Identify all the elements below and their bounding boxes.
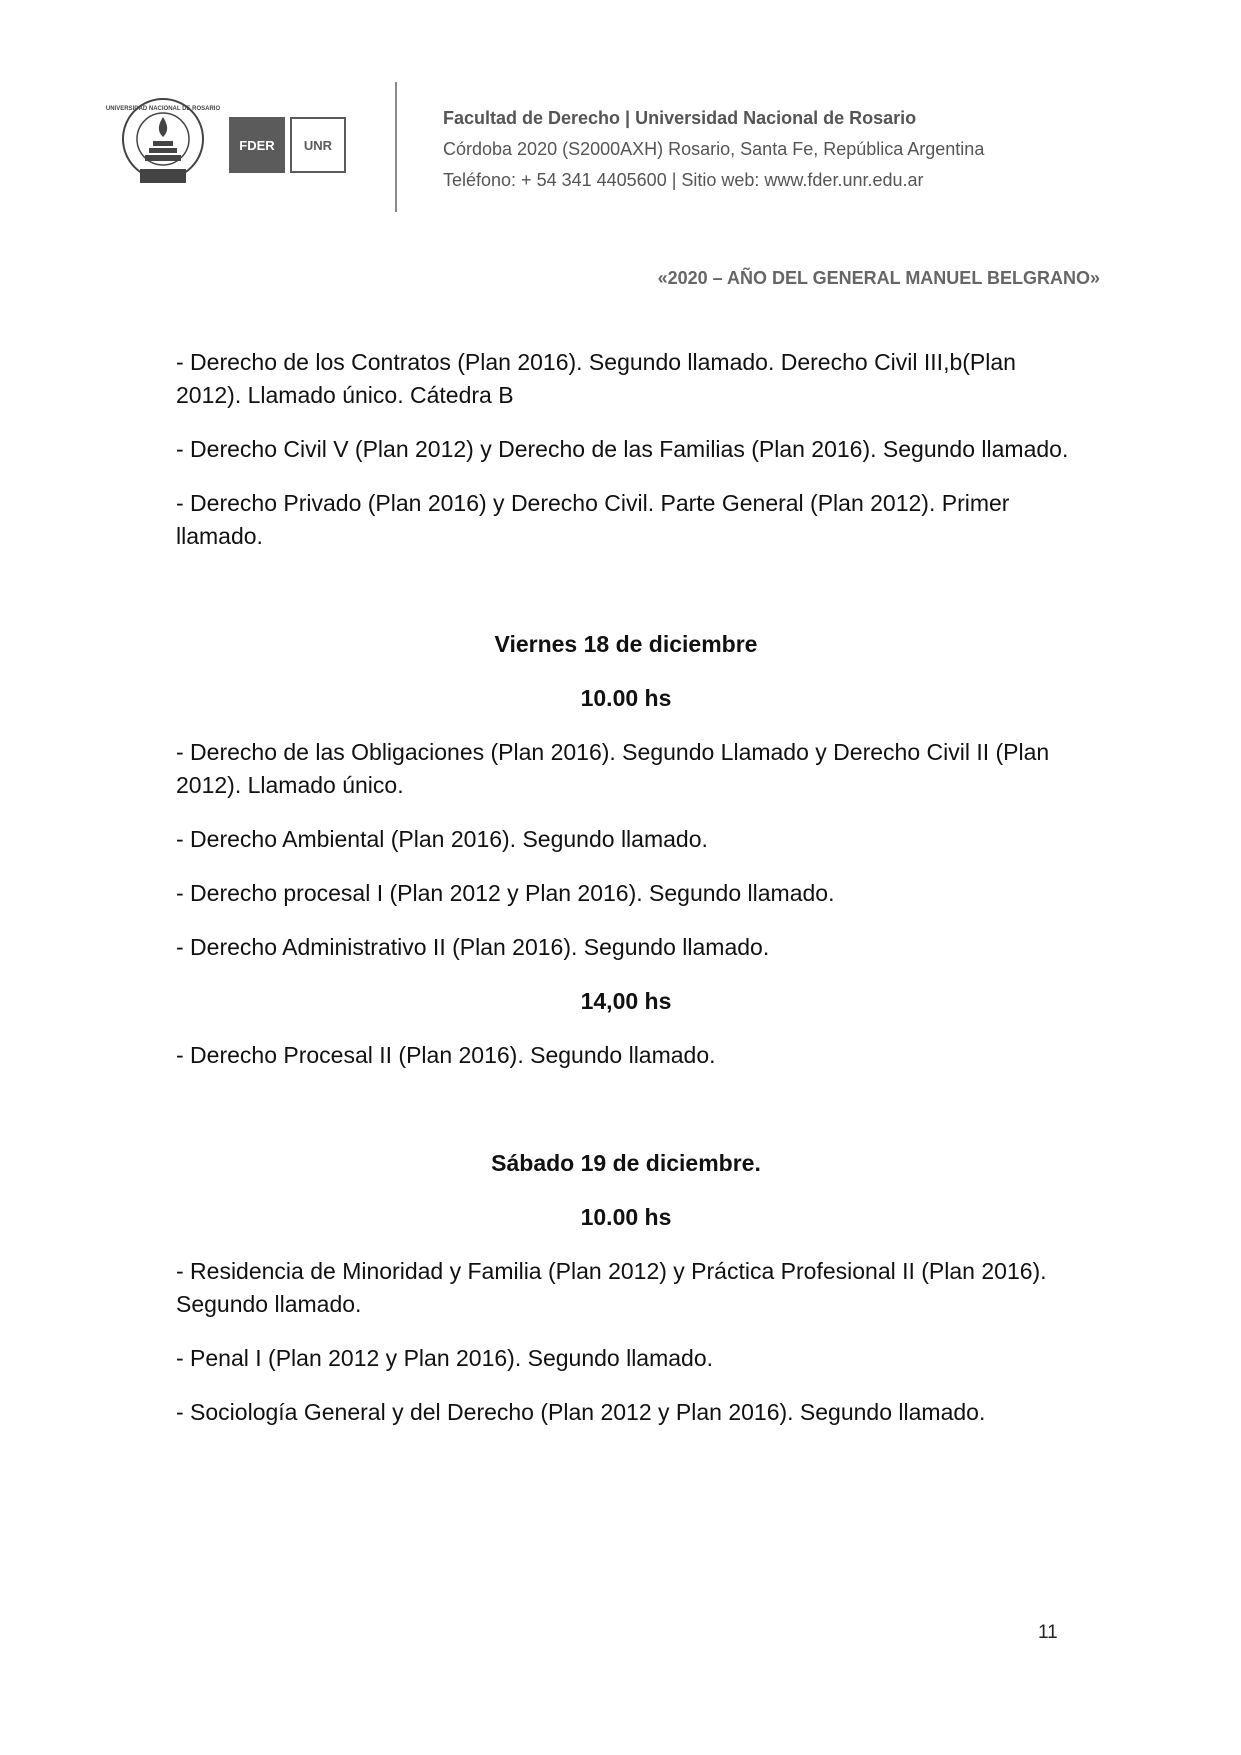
unr-logo: UNR [290, 117, 346, 173]
document-body [176, 346, 1076, 1450]
letterhead [0, 0, 1241, 230]
spacer [176, 574, 1076, 628]
list-item: - Sociología General y del Derecho (Plan 2012 y Plan 2016). Segundo llamado. [176, 1399, 986, 1425]
list-item: - Derecho Civil V (Plan 2012) y Derecho de las Familias (Plan 2016). Segundo llamado. [176, 436, 1069, 462]
list-item: - Derecho de las Obligaciones (Plan 2016). Segundo Llamado y Derecho Civil II (Plan 2012). Llamado único. [176, 739, 1050, 798]
date-heading: Viernes 18 de diciembre [494, 631, 758, 657]
time-heading: 10.00 hs [580, 1204, 672, 1230]
list-item: - Derecho Ambiental (Plan 2016). Segundo llamado. [176, 826, 708, 852]
date-heading: Sábado 19 de diciembre. [491, 1150, 761, 1176]
list-item: - Derecho Privado (Plan 2016) y Derecho Civil. Parte General (Plan 2012). Primer llamado. [176, 490, 1010, 549]
header-divider [395, 82, 397, 212]
time-heading: 14,00 hs [580, 988, 672, 1014]
list-item: - Derecho de los Contratos (Plan 2016). Segundo llamado. Derecho Civil III,b(Plan 2012). Llamado único. Cátedra B [176, 349, 1016, 408]
list-item: - Derecho Procesal II (Plan 2016). Segundo llamado. [176, 1042, 716, 1068]
institution-address: Córdoba 2020 (S2000AXH) Rosario, Santa Fe, República Argentina [443, 139, 985, 159]
list-item: - Penal I (Plan 2012 y Plan 2016). Segundo llamado. [176, 1345, 714, 1371]
institution-contact: Teléfono: + 54 341 4405600 | Sitio web: www.fder.unr.edu.ar [443, 170, 924, 190]
list-item: - Residencia de Minoridad y Familia (Plan 2012) y Práctica Profesional II (Plan 2016). Segundo llamado. [176, 1258, 1047, 1317]
motto: «2020 – AÑO DEL GENERAL MANUEL BELGRANO» [657, 268, 1100, 288]
fder-logo: FDER [229, 117, 285, 173]
university-seal-logo [105, 95, 221, 191]
page-number: 11 [1038, 1622, 1058, 1643]
time-heading: 10.00 hs [580, 685, 672, 711]
list-item: - Derecho procesal I (Plan 2012 y Plan 2016). Segundo llamado. [176, 880, 835, 906]
list-item: - Derecho Administrativo II (Plan 2016). Segundo llamado. [176, 934, 770, 960]
institution-name: Facultad de Derecho | Universidad Nacional de Rosario [443, 108, 917, 128]
spacer [176, 1093, 1076, 1147]
seal-text: UNIVERSIDAD NACIONAL DE ROSARIO [105, 106, 221, 112]
